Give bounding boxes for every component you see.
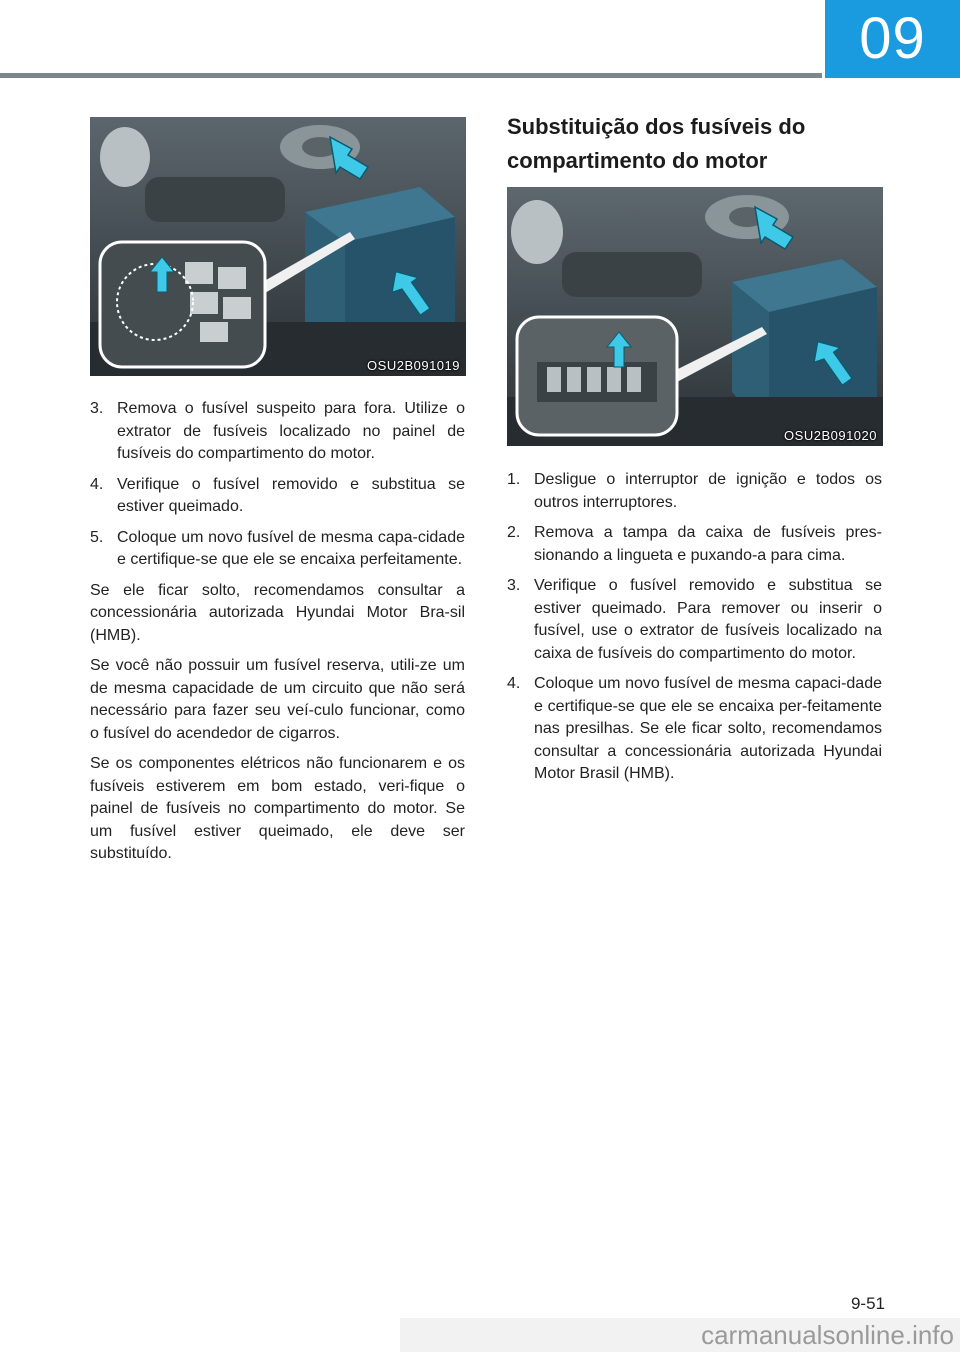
list-item: 5. Coloque um novo fusível de mesma capa-cidade e certifique-se que ele se encaixa perfeitamente. bbox=[90, 528, 465, 568]
header-rule bbox=[0, 73, 822, 78]
left-step-list bbox=[90, 398, 465, 572]
figure-code: OSU2B091020 bbox=[784, 428, 877, 443]
chapter-number: 09 bbox=[825, 0, 960, 78]
list-item: 1. Desligue o interruptor de ignição e todos os outros interruptores. bbox=[507, 471, 882, 511]
right-step-list bbox=[507, 469, 882, 786]
list-item: 4. Verifique o fusível removido e substitua se estiver queimado. bbox=[90, 475, 465, 515]
page-number: 9-51 bbox=[850, 1294, 885, 1313]
list-item: 3. Remova o fusível suspeito para fora. Utilize o extrator de fusíveis localizado no painel de fusíveis do compartimento do motor. bbox=[90, 400, 465, 462]
left-column bbox=[90, 398, 465, 874]
fusebox-illustration bbox=[507, 187, 883, 446]
paragraph: Se os componentes elétricos não funcionarem e os fusíveis estiverem em bom estado, veri-fique o painel de fusíveis no compartimento do motor. Se um fusível estiver queimado, ele deve ser substituído. bbox=[90, 755, 465, 862]
right-column bbox=[507, 469, 882, 794]
list-item: 3. Verifique o fusível removido e substitua se estiver queimado. Para remover ou inserir o fusível, use o extrator de fusíveis localizado na caixa de fusíveis do compartimento do motor. bbox=[507, 577, 882, 662]
engine-fusebox-photo-right bbox=[507, 187, 883, 446]
paragraph: Se ele ficar solto, recomendamos consultar a concessionária autorizada Hyundai Motor Bra-sil (HMB). bbox=[90, 581, 465, 644]
engine-bay-illustration bbox=[90, 117, 466, 376]
section-title: Substituição dos fusíveis do compartimento do motor bbox=[507, 114, 806, 173]
paragraph: Se você não possuir um fusível reserva, utili-ze um de mesma capacidade de um circuito que não será necessário para fazer seu veí-culo funcionar, como o fusível do acendedor de cigarros. bbox=[90, 657, 465, 742]
list-item: 4. Coloque um novo fusível de mesma capaci-dade e certifique-se que ele se encaixa per-feitamente nas presilhas. Se ele ficar solto, recomendamos consultar a concessionária autorizada Hyundai Motor Brasil (HMB). bbox=[507, 675, 882, 782]
engine-fusebox-photo-left bbox=[90, 117, 466, 376]
watermark: carmanualsonline.info bbox=[400, 1318, 960, 1352]
list-item: 2. Remova a tampa da caixa de fusíveis pres-sionando a lingueta e puxando-a para cima. bbox=[507, 524, 882, 564]
figure-code: OSU2B091019 bbox=[367, 358, 460, 373]
